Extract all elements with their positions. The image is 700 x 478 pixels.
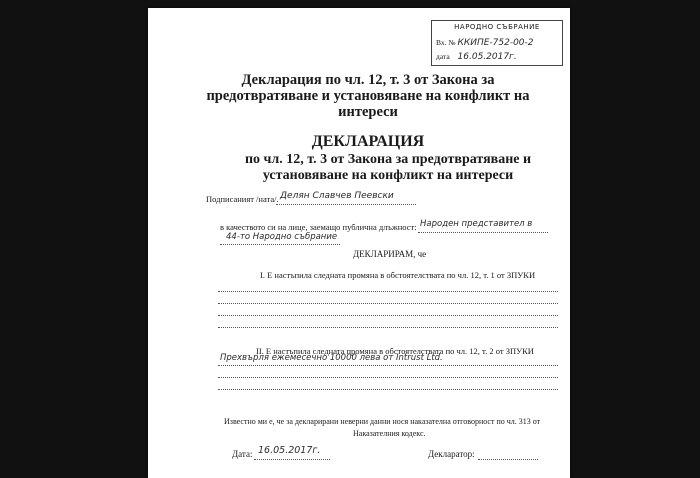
stamp-reg-label: Вх. № [436, 38, 456, 47]
section-1-line-2 [218, 303, 558, 304]
section-1-heading: I. Е настъпила следната промяна в обстоятелствата по чл. 12, т. 1 от ЗПУКИ [260, 270, 536, 280]
top-title-line-1: Декларация по чл. 12, т. 3 от Закона за [241, 72, 495, 88]
subtitle [188, 152, 588, 184]
main-title: ДЕКЛАРАЦИЯ [311, 133, 425, 150]
section-1-line-3 [218, 315, 558, 316]
notice-line-2: Наказателния кодекс. [353, 429, 426, 438]
position-line-2 [220, 244, 340, 245]
date-line [254, 459, 330, 460]
section-2-line-2 [218, 377, 558, 378]
section-2-value: Прехвърля ежемесечно 10000 лева от Intrust Ltd. [220, 353, 443, 363]
position-line-1 [418, 232, 548, 233]
position-value-2: 44-то Народно събрание [226, 232, 338, 242]
stamp-date-label: дата [436, 52, 450, 61]
position-value-1: Народен представител в [420, 219, 533, 229]
subtitle-line-2: установяване на конфликт на интереси [262, 168, 514, 183]
section-1-line-4 [218, 327, 558, 328]
stamp-reg-row [436, 38, 534, 48]
declarant-label: Декларатор: [428, 449, 475, 459]
declaration-page [148, 8, 570, 478]
stamp-date-row [436, 52, 517, 62]
stamp-date-value: 16.05.2017г. [457, 52, 517, 62]
subtitle-line-1: по чл. 12, т. 3 от Закона за предотвратяване и [244, 152, 532, 167]
signer-value: Делян Славчев Пеевски [280, 191, 394, 201]
section-2-line-1 [218, 365, 558, 366]
declare-heading: ДЕКЛАРИРАМ, че [353, 249, 427, 259]
declarant-line [478, 459, 538, 460]
section-1-line-1 [218, 291, 558, 292]
date-value: 16.05.2017г. [258, 445, 321, 456]
position-label: в качеството си на лице, заемащо публична длъжност: [220, 222, 417, 232]
date-label: Дата: [232, 449, 253, 459]
section-2-line-3 [218, 389, 558, 390]
top-title [188, 72, 548, 120]
stamp-title: НАРОДНО СЪБРАНИЕ [454, 23, 540, 31]
top-title-line-2: предотвратяване и установяване на конфликт на [206, 88, 530, 104]
notice-line-1: Известно ми е, че за декларирани неверни данни нося наказателна отговорност по чл. 313 от [224, 417, 541, 426]
section-2-heading: II. Е настъпила следната промяна в обстоятелствата по чл. 12, т. 2 от ЗПУКИ [256, 346, 534, 356]
signer-label: Подписаният /ната/. [206, 194, 279, 204]
top-title-line-3: интереси [338, 104, 398, 120]
registration-stamp [431, 20, 563, 66]
signer-line [276, 204, 416, 205]
stamp-reg-value: ККИПЕ-752-00-2 [457, 38, 534, 48]
